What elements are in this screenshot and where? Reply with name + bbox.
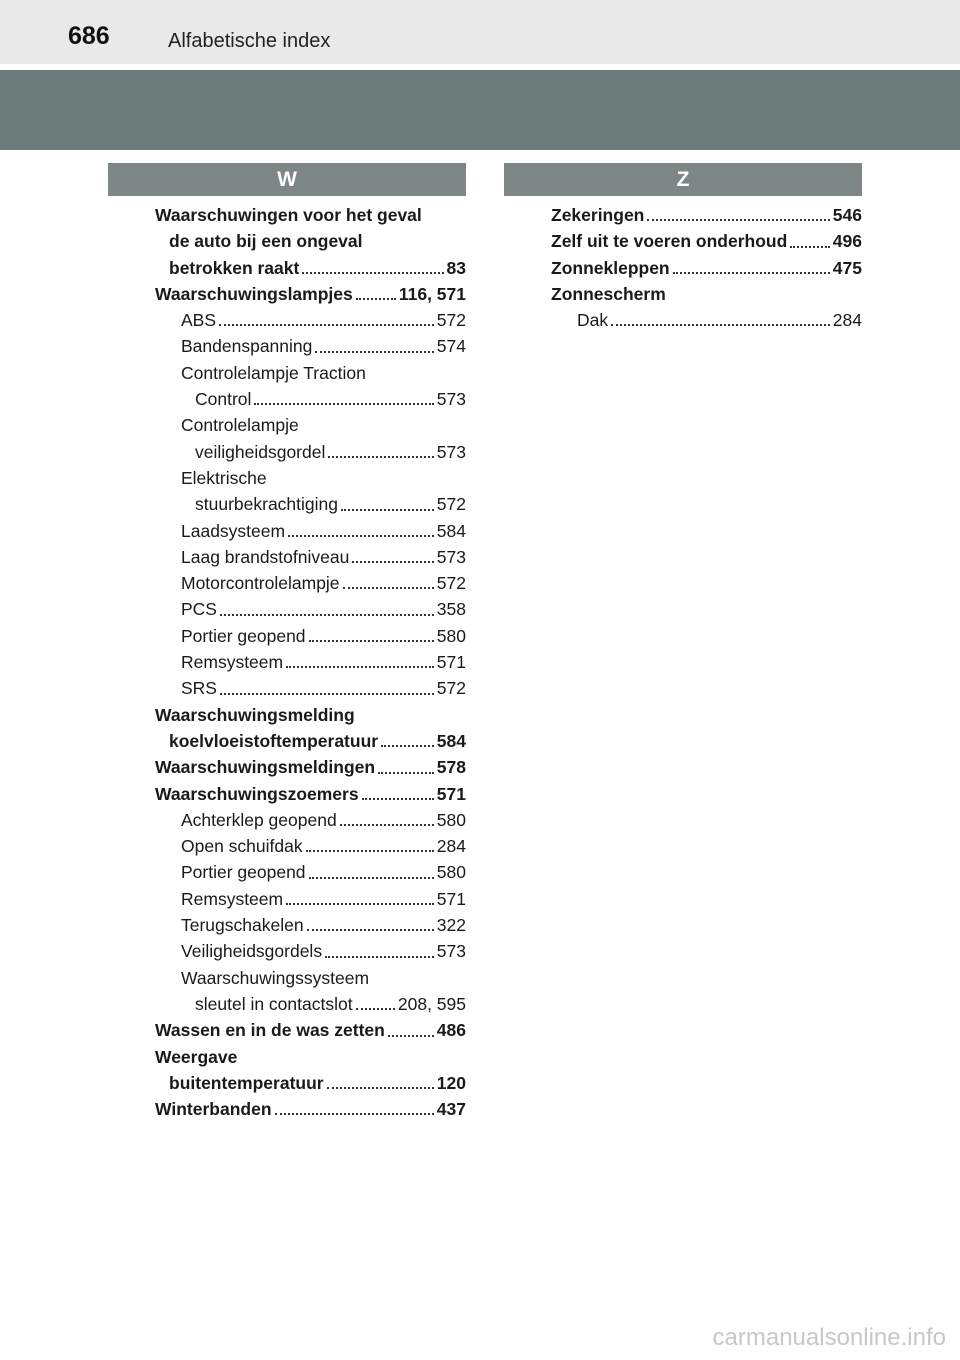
dot-leader: [309, 640, 434, 642]
index-entry-page[interactable]: 573: [436, 389, 466, 410]
index-entry: [155, 702, 466, 728]
dot-leader: [219, 324, 434, 326]
watermark: carmanualsonline.info: [712, 1324, 946, 1351]
index-entry-text: Remsysteem: [181, 652, 284, 673]
dot-leader: [673, 272, 830, 274]
dot-leader: [286, 903, 434, 905]
index-entry: [551, 255, 862, 281]
index-entry-page[interactable]: 284: [832, 310, 862, 331]
dot-leader: [790, 246, 830, 248]
index-entry-page[interactable]: 120: [436, 1072, 466, 1093]
page-header: [0, 0, 960, 64]
index-entry-page[interactable]: 571: [436, 783, 466, 804]
dot-leader: [220, 614, 434, 616]
index-entry-page[interactable]: 322: [436, 915, 466, 936]
index-entry-text: stuurbekrachtiging: [195, 494, 338, 515]
index-entry-page[interactable]: 83: [446, 257, 466, 278]
index-entry-page[interactable]: 116, 571: [398, 283, 466, 304]
index-entry: [155, 255, 466, 281]
dot-leader: [356, 1008, 395, 1010]
index-entry-page[interactable]: 580: [436, 625, 466, 646]
index-entry-text: Terugschakelen: [181, 915, 304, 936]
index-entry-text: Remsysteem: [181, 888, 284, 909]
index-entry: [155, 1096, 466, 1122]
index-entry: [155, 649, 466, 675]
index-entry-text: Winterbanden: [155, 1099, 272, 1120]
index-entry-text: Veiligheidsgordels: [181, 941, 323, 962]
index-entry: [155, 1070, 466, 1096]
dot-leader: [307, 929, 434, 931]
dot-leader: [315, 351, 433, 353]
index-entry-page[interactable]: 496: [832, 231, 862, 252]
letter-heading-w: W: [108, 163, 466, 196]
index-entry: [155, 307, 466, 333]
dot-leader: [341, 509, 434, 511]
index-entry: [155, 965, 466, 991]
index-entry-text: Laadsysteem: [181, 520, 286, 541]
index-entry-text: Zelf uit te voeren onderhoud: [551, 231, 788, 252]
index-entry-page[interactable]: 573: [436, 546, 466, 567]
index-entry-text: Bandenspanning: [181, 336, 313, 357]
dot-leader: [328, 456, 433, 458]
index-entry-text: Waarschuwingszoemers: [155, 783, 359, 804]
dot-leader: [309, 877, 434, 879]
index-entry-text: betrokken raakt: [169, 257, 300, 278]
dot-leader: [381, 745, 434, 747]
index-entry-page[interactable]: 580: [436, 809, 466, 830]
index-entry: [155, 623, 466, 649]
index-entry: [155, 228, 466, 254]
index-entry: [155, 333, 466, 359]
index-entry: [155, 754, 466, 780]
index-entry-page[interactable]: 584: [436, 730, 466, 751]
index-entry: [155, 912, 466, 938]
index-entry-page[interactable]: 572: [436, 494, 466, 515]
dot-leader: [378, 772, 434, 774]
index-entry: [155, 202, 466, 228]
index-entry-page[interactable]: 584: [436, 520, 466, 541]
index-entry-text: sleutel in contactslot: [195, 993, 353, 1014]
index-entry: [155, 728, 466, 754]
index-entry-text: Portier geopend: [181, 862, 306, 883]
index-entry-text: Zonnekleppen: [551, 257, 670, 278]
dot-leader: [302, 272, 443, 274]
index-entry: [551, 281, 862, 307]
index-entry-text: Achterklep geopend: [181, 809, 337, 830]
index-entry: [155, 859, 466, 885]
index-entry-page[interactable]: 571: [436, 652, 466, 673]
index-entry: [155, 570, 466, 596]
index-entry-page[interactable]: 573: [436, 441, 466, 462]
dot-leader: [325, 956, 434, 958]
index-entry: [155, 596, 466, 622]
index-entry-text: Controlelampje Traction: [181, 362, 366, 383]
index-entries-w: [155, 202, 466, 1122]
dot-leader: [288, 535, 434, 537]
index-entry-page[interactable]: 571: [436, 888, 466, 909]
index-entry-page[interactable]: 486: [436, 1020, 466, 1041]
dot-leader: [286, 666, 434, 668]
index-entry-text: Zonnescherm: [551, 283, 666, 304]
index-entry: [155, 281, 466, 307]
index-column-z: [504, 163, 862, 333]
index-entry-text: Waarschuwingsmeldingen: [155, 757, 376, 778]
index-entry: [155, 886, 466, 912]
dot-leader: [356, 298, 396, 300]
index-entry-text: Dak: [577, 310, 609, 331]
index-entry-page[interactable]: 284: [436, 836, 466, 857]
index-entry-page[interactable]: 437: [436, 1099, 466, 1120]
index-entry-text: Waarschuwingen voor het geval: [155, 205, 422, 225]
index-column-w: [108, 163, 466, 1122]
index-entry-page[interactable]: 358: [436, 599, 466, 620]
index-entry-text: Controlelampje: [181, 415, 299, 436]
page-title: Alfabetische index: [168, 30, 331, 52]
index-entry: [551, 307, 862, 333]
index-entry-text: Elektrische: [181, 467, 267, 488]
index-entry-text: koelvloeistoftemperatuur: [169, 730, 379, 751]
dot-leader: [340, 824, 434, 826]
index-entry-page[interactable]: 572: [436, 678, 466, 699]
dot-leader: [343, 587, 434, 589]
index-entry-text: Wassen en in de was zetten: [155, 1020, 385, 1041]
index-entry: [155, 1017, 466, 1043]
dot-leader: [275, 1113, 434, 1115]
index-entry-text: Waarschuwingssysteem: [181, 967, 370, 988]
header-banner: [0, 70, 960, 150]
index-entry-text: Waarschuwingsmelding: [155, 704, 355, 725]
dot-leader: [352, 561, 433, 563]
dot-leader: [254, 403, 433, 405]
index-entry-text: Open schuifdak: [181, 836, 303, 857]
index-entry-text: Control: [195, 389, 252, 410]
index-entry-text: veiligheidsgordel: [195, 441, 326, 462]
index-entry-page[interactable]: 574: [436, 336, 466, 357]
index-entry: [155, 360, 466, 386]
index-entry-text: PCS: [181, 599, 217, 620]
dot-leader: [362, 798, 434, 800]
index-entry-page[interactable]: 572: [436, 310, 466, 331]
index-entry-page[interactable]: 208, 595: [397, 993, 466, 1014]
index-entry: [155, 518, 466, 544]
index-entry-text: SRS: [181, 678, 217, 699]
index-entry-text: Portier geopend: [181, 625, 306, 646]
index-entry-text: ABS: [181, 310, 217, 331]
index-entry: [155, 833, 466, 859]
index-entry-page[interactable]: 573: [436, 941, 466, 962]
dot-leader: [611, 324, 830, 326]
dot-leader: [327, 1087, 434, 1089]
index-entry: [155, 991, 466, 1017]
index-entry-text: Weergave: [155, 1046, 238, 1067]
index-entry: [155, 412, 466, 438]
index-entry-page[interactable]: 578: [436, 757, 466, 778]
index-entry-text: Motorcontrolelampje: [181, 573, 340, 594]
index-entry: [155, 491, 466, 517]
index-entry: [155, 439, 466, 465]
index-entry: [155, 1044, 466, 1070]
index-entry: [155, 675, 466, 701]
index-entry: [551, 202, 862, 228]
index-entry-text: Laag brandstofniveau: [181, 546, 350, 567]
index-entry-text: Waarschuwingslampjes: [155, 283, 353, 304]
index-entries-z: [551, 202, 862, 333]
index-entry: [551, 228, 862, 254]
index-entry: [155, 807, 466, 833]
index-entry-text: Zekeringen: [551, 205, 645, 225]
index-entry-text: de auto bij een ongeval: [169, 231, 363, 252]
index-entry: [155, 938, 466, 964]
dot-leader: [220, 693, 434, 695]
letter-heading-z: Z: [504, 163, 862, 196]
index-entry: [155, 465, 466, 491]
index-entry: [155, 781, 466, 807]
index-entry-text: buitentemperatuur: [169, 1072, 324, 1093]
dot-leader: [306, 850, 434, 852]
index-entry-page[interactable]: 580: [436, 862, 466, 883]
index-entry: [155, 544, 466, 570]
page-number: 686: [68, 22, 110, 50]
dot-leader: [647, 219, 829, 221]
dot-leader: [388, 1035, 434, 1037]
index-entry-page[interactable]: 475: [832, 257, 862, 278]
index-entry-page[interactable]: 572: [436, 573, 466, 594]
index-entry-page[interactable]: 546: [832, 205, 862, 225]
index-entry: [155, 386, 466, 412]
